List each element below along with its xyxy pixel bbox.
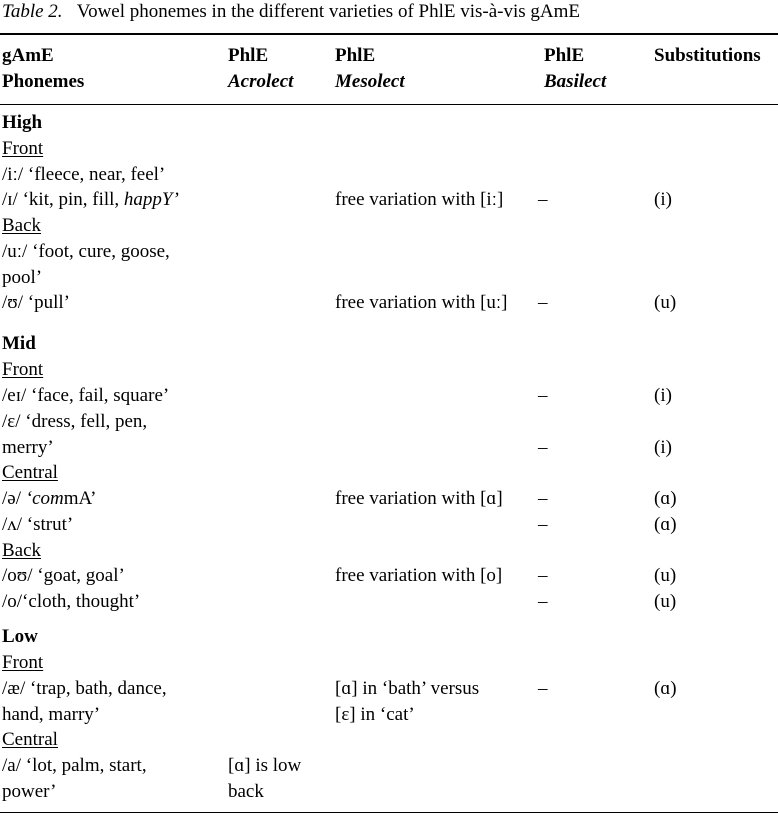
header-col-basilect: PhlE Basilect: [544, 45, 607, 92]
row-trap-substitution: (ɑ): [654, 678, 677, 699]
row-goat-basilect: –: [538, 565, 548, 586]
header-rule: [0, 104, 778, 105]
row-kit-phoneme: /ɪ/ ‘kit, pin, fill, happY’: [2, 189, 179, 210]
row-kit-basilect: –: [538, 189, 548, 210]
header-col-gamE: gAmE Phonemes: [2, 45, 85, 92]
row-trap-mesolect: [ɑ] in ‘bath’ versus [ɛ] in ‘cat’: [335, 678, 480, 725]
row-dress-substitution: (i): [654, 437, 672, 458]
row-face-basilect: –: [538, 385, 548, 406]
high-back-label: Back: [2, 215, 42, 236]
header-col-substitutions: Substitutions: [654, 45, 761, 66]
header-col-acrolect: PhlE Acrolect: [228, 45, 294, 92]
row-strut-substitution: (ɑ): [654, 514, 677, 535]
caption-text: Vowel phonemes in the different varieties of PhlE vis-à-vis gAmE: [76, 1, 581, 22]
row-cloth-substitution: (u): [654, 591, 677, 612]
low-central-label: Central: [2, 729, 58, 750]
mid-back-label: Back: [2, 540, 42, 561]
row-goat-substitution: (u): [654, 565, 677, 586]
row-face-substitution: (i): [654, 385, 672, 406]
row-trap-basilect: –: [538, 678, 548, 699]
row-strut-basilect: –: [538, 514, 548, 535]
row-cloth-phoneme: /o/‘cloth, thought’: [2, 591, 141, 612]
row-lot-phoneme: /a/ ‘lot, palm, start, power’: [2, 755, 147, 802]
row-fleece-phoneme: /iː/ ‘fleece, near, feel’: [2, 164, 166, 185]
row-goat-mesolect: free variation with [o]: [335, 565, 503, 586]
row-pull-mesolect: free variation with [uː]: [335, 292, 508, 313]
row-comma-basilect: –: [538, 488, 548, 509]
row-comma-substitution: (ɑ): [654, 488, 677, 509]
section-low-title: Low: [2, 626, 38, 647]
row-cloth-basilect: –: [538, 591, 548, 612]
section-mid-title: Mid: [2, 333, 36, 354]
row-kit-substitution: (i): [654, 189, 672, 210]
mid-central-label: Central: [2, 462, 58, 483]
row-trap-phoneme: /æ/ ‘trap, bath, dance, hand, marry’: [2, 678, 167, 725]
high-front-label: Front: [2, 138, 44, 159]
row-face-phoneme: /eɪ/ ‘face, fail, square’: [2, 385, 170, 406]
low-front-label: Front: [2, 652, 44, 673]
row-pull-basilect: –: [538, 292, 548, 313]
row-foot-phoneme: /uː/ ‘foot, cure, goose, pool’: [2, 241, 170, 288]
row-goat-phoneme: /oʊ/ ‘goat, goal’: [2, 565, 125, 586]
table-caption: [2, 0, 580, 24]
row-lot-acrolect: [ɑ] is low back: [228, 755, 302, 802]
mid-front-label: Front: [2, 359, 44, 380]
row-pull-phoneme: /ʊ/ ‘pull’: [2, 292, 70, 313]
row-dress-phoneme: /ɛ/ ‘dress, fell, pen, merry’: [2, 411, 148, 458]
row-dress-basilect: –: [538, 437, 548, 458]
bottom-rule: [0, 812, 778, 813]
row-comma-phoneme: /ə/ ‘commA’: [2, 488, 97, 509]
header-col-mesolect: PhlE Mesolect: [335, 45, 405, 92]
row-comma-mesolect: free variation with [ɑ]: [335, 488, 503, 509]
caption-label: Table 2.: [2, 1, 63, 22]
section-high-title: High: [2, 112, 43, 133]
top-rule: [0, 33, 778, 35]
row-pull-substitution: (u): [654, 292, 677, 313]
row-strut-phoneme: /ʌ/ ‘strut’: [2, 514, 74, 535]
row-kit-mesolect: free variation with [iː]: [335, 189, 504, 210]
